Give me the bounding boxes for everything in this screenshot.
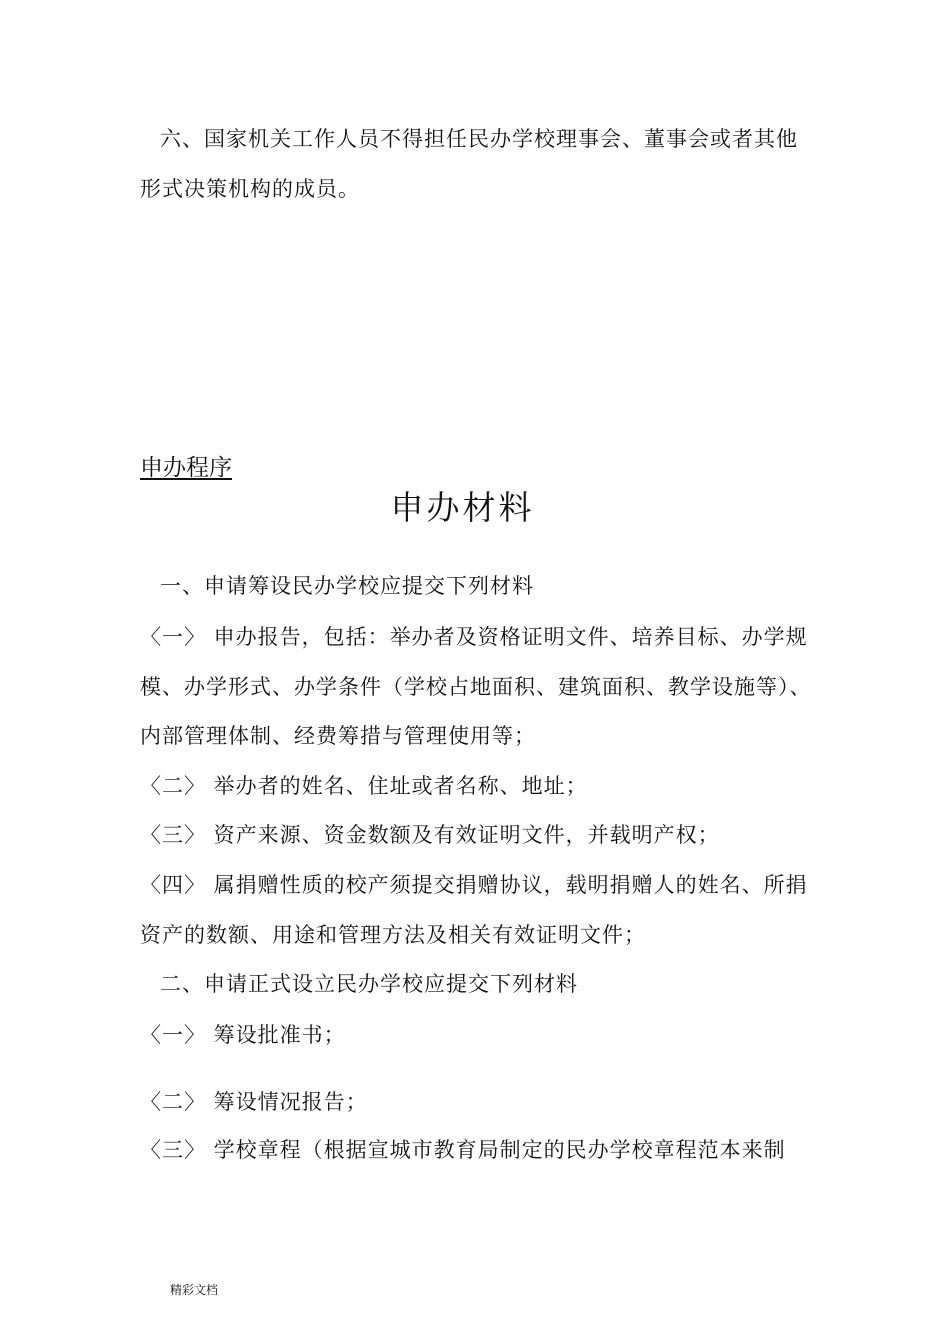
part-one-item-line: 〈一〉 申办报告，包括：举办者及资格证明文件、培养目标、办学规 xyxy=(140,625,808,649)
part-two-item-line: 〈二〉 筹设情况报告； xyxy=(140,1090,368,1114)
part-two-heading: 二、申请正式设立民办学校应提交下列材料 xyxy=(160,972,578,996)
paragraph-six-line-2: 形式决策机构的成员。 xyxy=(140,177,360,201)
part-one-item-line: 〈三〉 资产来源、资金数额及有效证明文件，并载明产权； xyxy=(140,823,720,847)
part-one-heading: 一、申请筹设民办学校应提交下列材料 xyxy=(160,574,534,598)
part-one-item-line: 〈二〉 举办者的姓名、住址或者名称、地址； xyxy=(140,774,588,798)
part-two-item-line: 〈三〉 学校章程（根据宣城市教育局制定的民办学校章程范本来制 xyxy=(140,1138,786,1162)
section-heading: 申办程序 xyxy=(140,455,232,481)
part-one-item-line: 模、办学形式、办学条件（学校占地面积、建筑面积、教学设施等）、 xyxy=(140,675,812,699)
part-two-item-line: 〈一〉 筹设批准书； xyxy=(140,1023,346,1047)
part-one-item-line: 内部管理体制、经费筹措与管理使用等； xyxy=(140,724,536,748)
paragraph-six-line-1: 六、国家机关工作人员不得担任民办学校理事会、董事会或者其他 xyxy=(160,127,798,151)
page-footer: 精彩文档 xyxy=(170,1283,219,1297)
part-one-item-line: 〈四〉 属捐赠性质的校产须提交捐赠协议，载明捐赠人的姓名、所捐 xyxy=(140,873,808,897)
part-one-item-line: 资产的数额、用途和管理方法及相关有效证明文件； xyxy=(140,923,646,947)
page-title: 申办材料 xyxy=(390,488,535,527)
